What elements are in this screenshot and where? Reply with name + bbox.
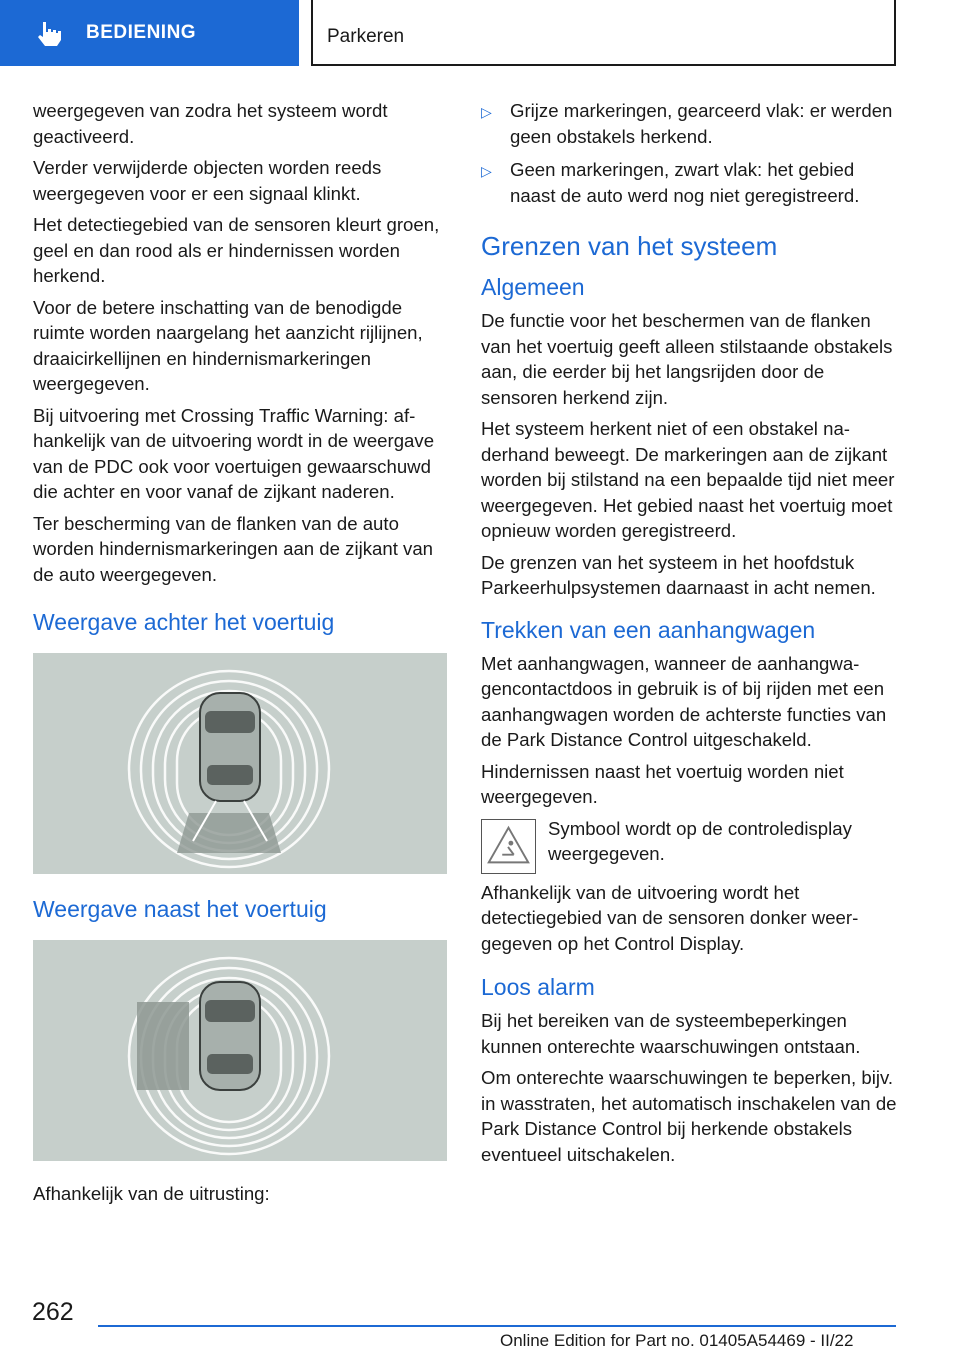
left-column	[33, 98, 447, 1213]
paragraph: Afhankelijk van de uitvoering wordt het detectiegebied van de sensoren donker weergegeven op het Control Display.	[481, 881, 859, 954]
right-column	[481, 98, 897, 1173]
heading-general: Algemeen	[481, 274, 585, 300]
paragraph: Het detectiegebied van de sensoren kleurt groen, geel en dan rood als er hindernissen worden herkend.	[33, 214, 440, 286]
chapter-title: Parkeren	[327, 26, 405, 47]
heading-system-limits: Grenzen van het systeem	[481, 231, 778, 261]
paragraph: Het systeem herkent niet of een obstakel naderhand beweegt. De markeringen aan de zijkant worden bij stilstand na een bepaalde tijd niet meer weergegeven. Het gebied naast het voertuig moet opnieuw worden geregistreerd.	[481, 418, 895, 541]
triangle-bullet-icon: ▷	[481, 163, 492, 179]
paragraph: Ter bescherming van de flanken van de auto worden hindernismarkeringen aan de zijkant van de auto weergegeven.	[33, 512, 434, 585]
trailer-warning-icon	[481, 819, 536, 874]
heading-rear-view: Weergave achter het voertuig	[33, 609, 335, 635]
chapter-header	[311, 0, 896, 66]
edition-note: Online Edition for Part no. 01405A54469 - II/22	[500, 1331, 854, 1350]
paragraph: Voor de betere inschatting van de benodigde ruimte worden naargelang het aanzicht rijlijnen, draaicirkellijnen en hindernismarkeringen weergegeven.	[33, 296, 423, 394]
side-view-graphic	[33, 940, 447, 1161]
heading-false-alarm: Loos alarm	[481, 974, 595, 1000]
triangle-bullet-icon: ▷	[481, 104, 492, 120]
heading-trailer: Trekken van een aanhangwagen	[481, 616, 816, 643]
list-item: ▷ Grijze markeringen, gearceerd vlak: er werden geen obstakels herkend.	[481, 100, 893, 147]
list-item: ▷ Geen markeringen, zwart vlak: het gebied naast de auto werd nog niet geregistreerd.	[481, 159, 860, 206]
paragraph: De grenzen van het systeem in het hoofdstuk Parkeerhulpsystemen daarnaast in acht nemen.	[481, 551, 876, 598]
rear-view-graphic	[33, 653, 447, 874]
paragraph: Om onterechte waarschuwingen te beperken, bijv. in wasstraten, het automatisch inschakelen van de Park Distance Control bij herkende obstakels eventueel uitschakelen.	[481, 1067, 897, 1165]
paragraph: Bij uitvoering met Crossing Traffic Warning: afhankelijk van de uitvoering wordt in de weergave van de PDC ook voor voertuigen gewaarschuwd die achter en voor vanaf de zijkant naderen.	[33, 404, 435, 502]
side-view-illustration	[33, 940, 447, 1161]
paragraph: Met aanhangwagen, wanneer de aanhangwagencontactdoos in gebruik is of bij rijden met een aanhangwagen worden de achterste functies van de Park Distance Control uitgeschakeld.	[481, 652, 887, 750]
footer-divider	[98, 1325, 896, 1327]
paragraph: Hindernissen naast het voertuig worden niet weergegeven.	[481, 760, 844, 807]
paragraph: weergegeven van zodra het systeem wordt geactiveerd.	[33, 100, 388, 147]
hand-pointer-icon	[34, 18, 64, 48]
paragraph: Bij het bereiken van de systeembeperkingen kunnen onterechte waarschuwingen ontstaan.	[481, 1010, 861, 1057]
paragraph: De functie voor het beschermen van de flanken van het voertuig geeft alleen stilstaande obstakels aan, die eerder bij het langsrijden door de sensoren herkend zijn.	[481, 310, 893, 408]
section-tab	[0, 0, 299, 66]
rear-view-illustration	[33, 653, 447, 874]
section-title: BEDIENING	[86, 22, 197, 43]
paragraph: Verder verwijderde objecten worden reeds weergegeven voor er een signaal klinkt.	[33, 157, 382, 204]
heading-side-view: Weergave naast het voertuig	[33, 896, 327, 922]
paragraph: Afhankelijk van de uitrusting:	[33, 1183, 270, 1204]
page-number: 262	[32, 1298, 74, 1326]
paragraph: Symbool wordt op de controledisplay weergegeven.	[548, 817, 852, 864]
symbol-note	[481, 816, 897, 874]
